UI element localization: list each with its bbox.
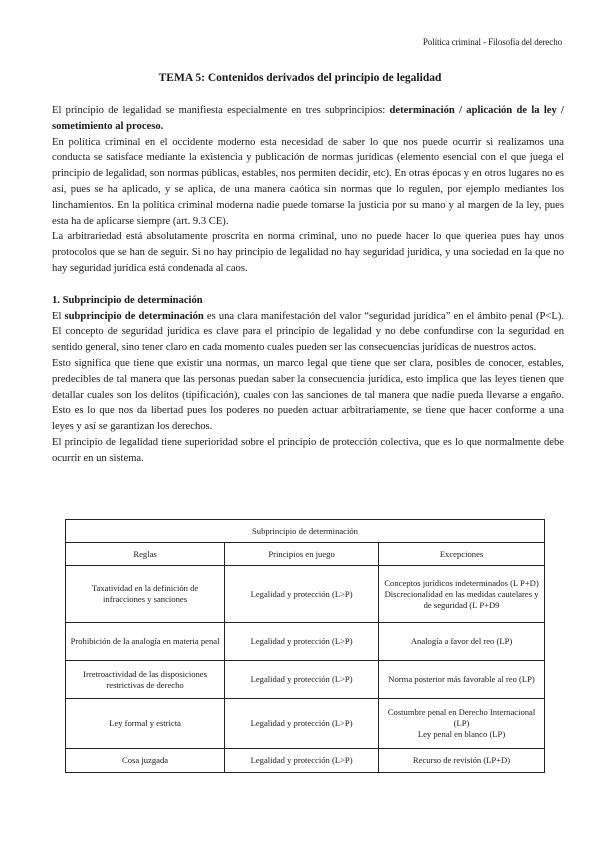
cell-regla: Ley formal y estricta [66, 699, 225, 749]
intro-p1-text: El principio de legalidad se manifiesta especialmente en tres subprincipios: [52, 105, 390, 116]
cell-principios: Legalidad y protección (L>P) [225, 566, 379, 623]
cell-regla: Cosa juzgada [66, 749, 225, 773]
table-row [66, 566, 545, 623]
exception-item: Recurso de revisión (LP+D) [412, 755, 511, 765]
cell-excepciones [379, 623, 545, 661]
table-caption-row [66, 520, 545, 543]
document-body [52, 103, 564, 467]
intro-paragraph-1 [52, 103, 564, 135]
cell-principios: Legalidad y protección (L>P) [225, 661, 379, 699]
cell-principios: Legalidad y protección (L>P) [225, 623, 379, 661]
cell-excepciones [379, 661, 545, 699]
table-row [66, 661, 545, 699]
section-p1-rest: es una clara manifestación del valor “seguridad jurídica” en el ámbito penal (P<L). El concepto de seguridad jurídica es clave para el principio de legalidad y no debe confundirse con la seguridad en sentido general, sino tener claro en cada momento cuales pueden ser las consecuencias jurídicas de nuestros actos. [52, 310, 564, 354]
cell-regla: Irretroactividad de las disposiciones restrictivas de derecho [66, 661, 225, 699]
table-caption: Subprincipio de determinación [66, 520, 545, 543]
intro-paragraph-2: En política criminal en el occidente moderno esta necesidad de saber lo que nos puede ocurrir si realizamos una conducta se satisface mediante la existencia y publicación de normas jurídicas (elemento esencial con el que juega el principio de legalidad, son normas públicas, estables, nos permiten decidir, etc). En otras épocas y en otros lugares no es así, pues se ha aplicado, y se aplica, de una manera caótica sin normas que lo regulen, por ejemplo mediantes los linchamientos. En la política criminal moderna nadie puede tomarse la justicia por su mano y al margen de la ley, pues esta ha de aplicarse siempre (art. 9.3 CE). [52, 136, 564, 227]
intro-p1-bold: determinación / aplicación de la ley / sometimiento al proceso [52, 105, 564, 132]
determination-table [65, 519, 545, 773]
section-p1-bold: subprincipio de determinación [64, 310, 204, 322]
cell-regla: Taxatividad en la definición de infracciones y sanciones [66, 566, 225, 623]
exception-item: Conceptos jurídicos indeterminados (L P+D) [384, 577, 539, 588]
table-header-row [66, 543, 545, 566]
exception-item: Discrecionalidad en las medidas cautelares y de seguridad (L P+D9 [384, 588, 539, 610]
column-header-excepciones: Excepciones [379, 543, 545, 566]
page-header: Política criminal - Filosofía del derecho [422, 37, 562, 47]
section-heading: 1. Subprincipio de determinación [52, 294, 203, 306]
document-title: TEMA 5: Contenidos derivados del principio de legalidad [158, 72, 442, 84]
spacer [52, 277, 564, 293]
table-row [66, 699, 545, 749]
section-paragraph-1 [52, 309, 564, 356]
intro-p1-end: . [160, 120, 164, 132]
exception-item: Norma posterior más favorable al reo (LP) [388, 674, 535, 684]
cell-excepciones [379, 699, 545, 749]
exception-item: Ley penal en blanco (LP) [417, 729, 506, 739]
column-header-reglas: Reglas [66, 543, 225, 566]
table-row [66, 749, 545, 773]
cell-regla: Prohibición de la analogía en materia penal [66, 623, 225, 661]
cell-excepciones [379, 749, 545, 773]
intro-paragraph-3: La arbitrariedad está absolutamente proscrita en norma criminal, uno no puede hacer lo que queriea pues hay unos protocolos que se han de seguir. Si no hay principio de legalidad no hay seguridad jurídica, y una sociedad en la que no hay seguridad jurídica está condenada al caos. [52, 231, 564, 274]
section-paragraph-2: Esto significa que tiene que existir una normas, un marco legal que tiene que ser clara, posibles de conocer, estables, predecibles de tal manera que las personas puedan saber la consecuencia jurídica, esto implica que las leyes tienen que detallar cuales son los delitos (tipificación), cuales con las sanciones de tal manera que nadie pueda llevarse a engaño. Esto es lo que nos da libertad pues los poderes no pueden actuar arbitrariamente, se tiene que hacer conforme a una leyes y así se garantizan los derechos. [52, 357, 564, 433]
exception-item: Analogía a favor del reo (LP) [410, 636, 513, 646]
cell-principios: Legalidad y protección (L>P) [225, 699, 379, 749]
section-paragraph-3: El principio de legalidad tiene superioridad sobre el principio de protección colectiva, que es lo que normalmente debe ocurrir en un sistema. [52, 436, 564, 464]
exception-item: Costumbre penal en Derecho Internacional (LP) [387, 707, 536, 728]
cell-excepciones [379, 566, 545, 623]
section-p1-start: El [52, 310, 65, 322]
column-header-principios: Principios en juego [225, 543, 379, 566]
cell-principios: Legalidad y protección (L>P) [225, 749, 379, 773]
table-row [66, 623, 545, 661]
